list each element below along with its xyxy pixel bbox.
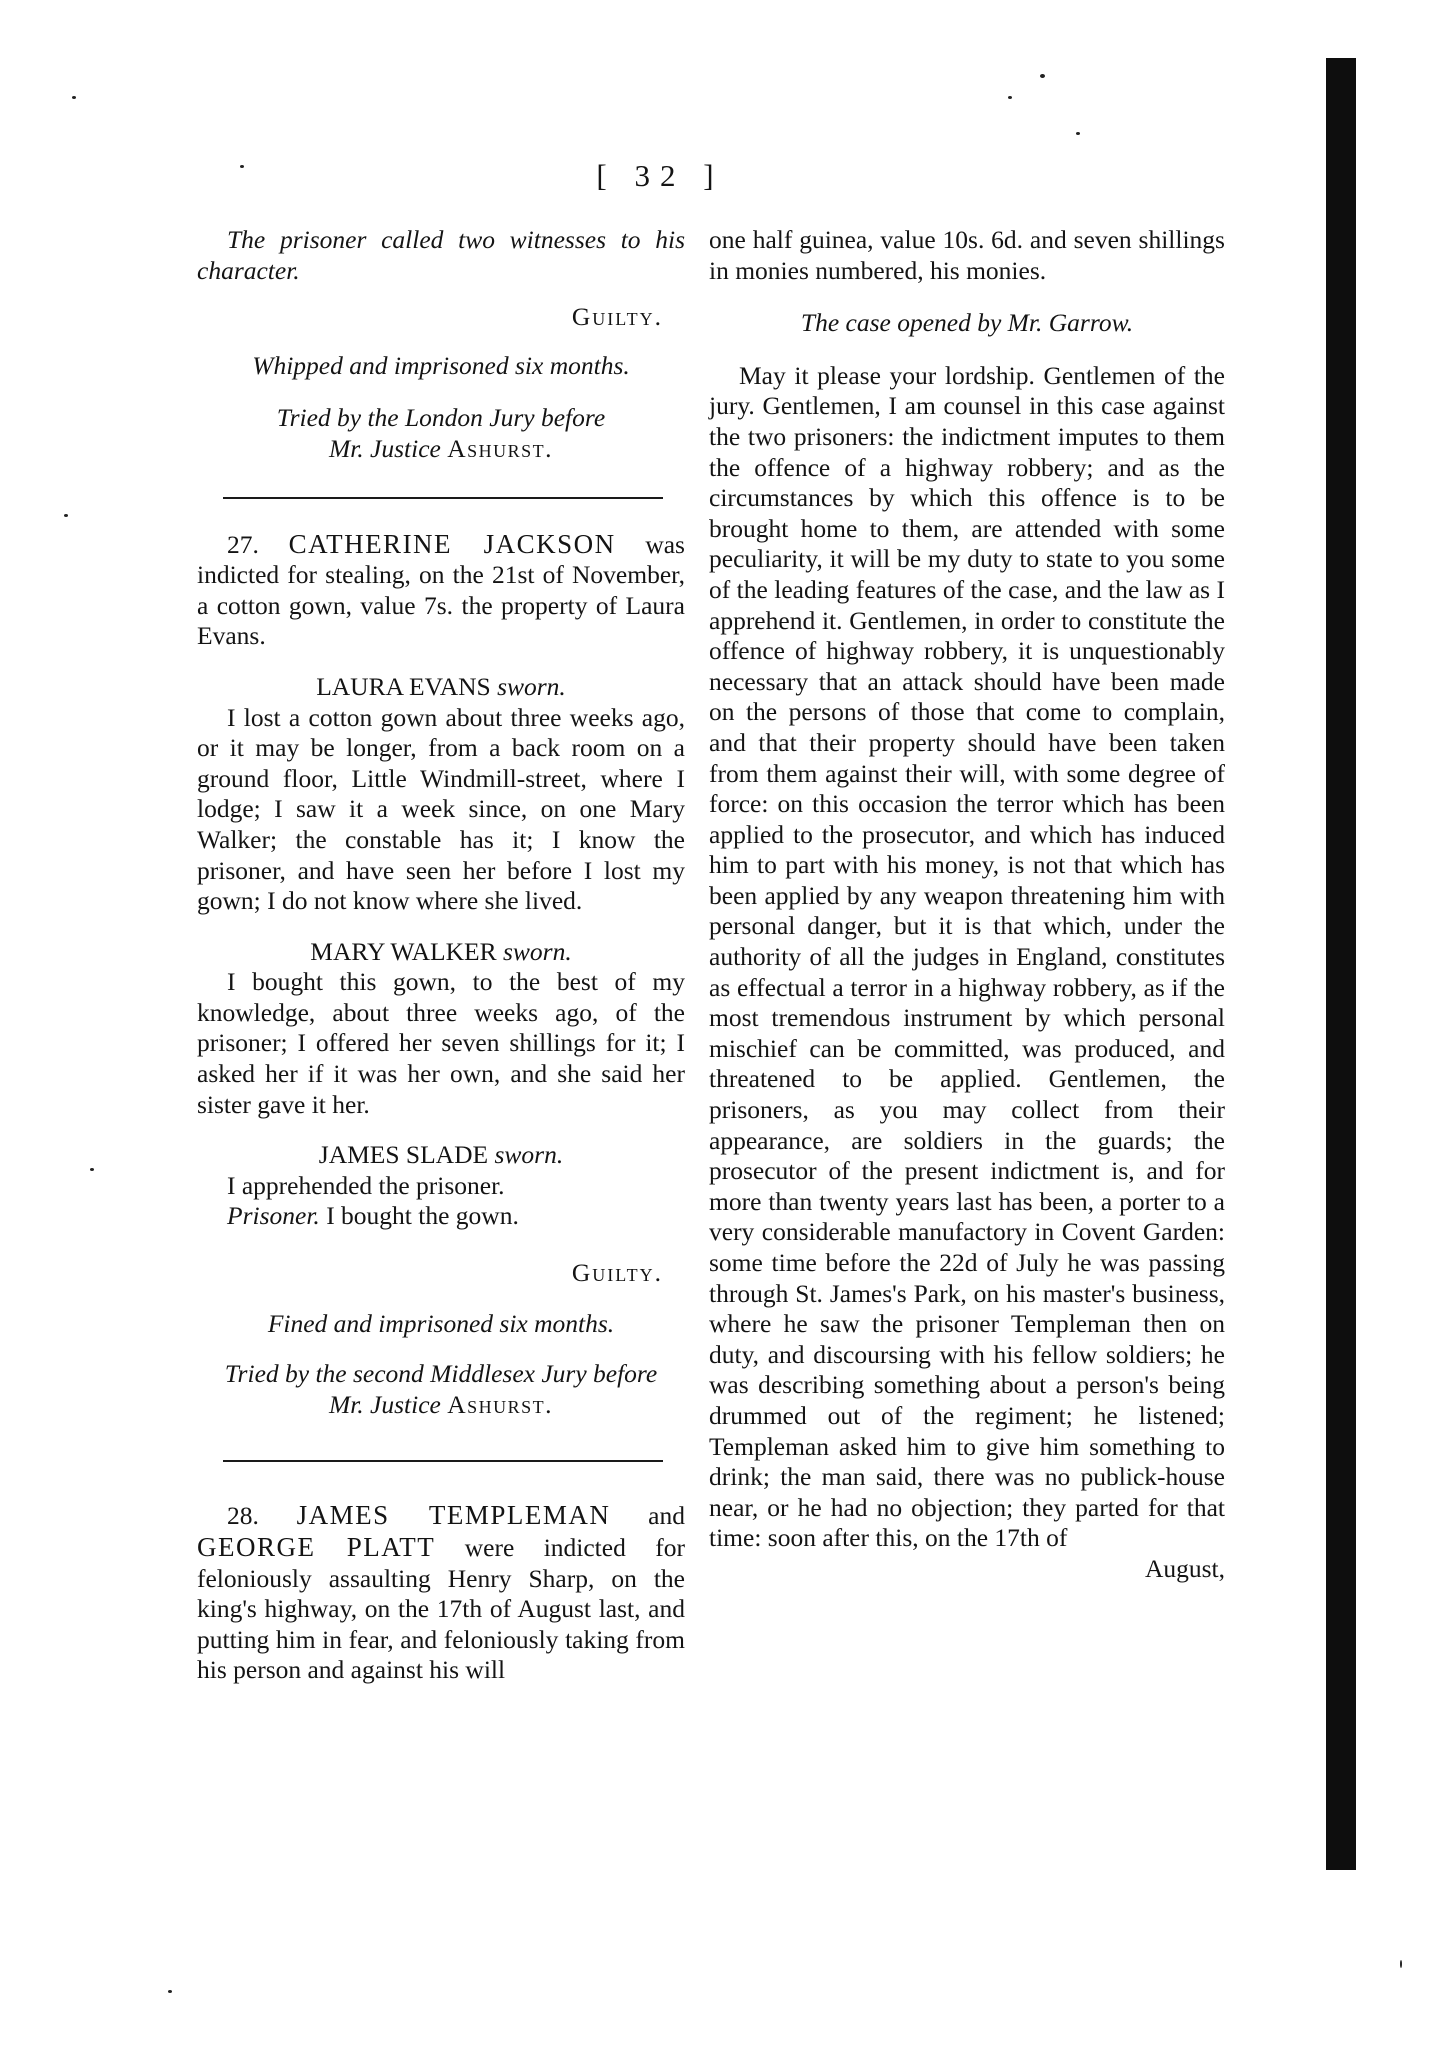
indictment-text: were indicted for feloniously assaulting Henry Sharp, on the king's highway, on the 17th of August last, and putting him in fear, and feloniously taking from his person and against his will bbox=[197, 1533, 685, 1685]
trial-note-judge-prefix: Mr. Justice bbox=[328, 433, 448, 463]
sworn-label: sworn. bbox=[494, 1140, 564, 1170]
scan-speck bbox=[90, 1168, 94, 1171]
witness-heading bbox=[197, 1140, 685, 1171]
testimony: I bought this gown, to the best of my knowledge, about three weeks ago, of the prisoner; I offered her seven shillings for it; I asked her if it was her own, and she said her sister gave it her. bbox=[197, 967, 685, 1119]
section-divider bbox=[223, 497, 663, 499]
judge-name: Ashurst. bbox=[447, 1389, 554, 1419]
scan-speck bbox=[1076, 132, 1080, 135]
trial-note-line1: Tried by the second Middlesex Jury before bbox=[224, 1359, 658, 1389]
case-28-indictment bbox=[197, 1500, 685, 1686]
witness-heading bbox=[197, 672, 685, 703]
case-number: 28. bbox=[227, 1501, 259, 1531]
witnesses-note: The prisoner called two witnesses to his character. bbox=[197, 225, 685, 285]
scan-speck bbox=[1400, 1960, 1402, 1968]
indictment-text: was indicted for stealing, on the 21st of November, a cotton gown, value 7s. the property of Laura Evans. bbox=[197, 529, 685, 651]
case-opened-heading: The case opened by Mr. Garrow. bbox=[800, 308, 1134, 338]
indictment-continuation: one half guinea, value 10s. 6d. and seven shillings in monies numbered, his monies. bbox=[709, 225, 1225, 285]
sworn-label: sworn. bbox=[497, 671, 566, 701]
verdict-guilty: Guilty. bbox=[571, 1258, 663, 1288]
prisoner-statement bbox=[197, 1201, 685, 1232]
witness-name: LAURA EVANS bbox=[316, 671, 491, 701]
page-number: [ 32 ] bbox=[596, 158, 724, 193]
scan-speck bbox=[1040, 74, 1045, 78]
trial-note bbox=[197, 403, 685, 464]
catchword: August, bbox=[1144, 1553, 1225, 1583]
trial-note-line1: Tried by the London Jury before bbox=[276, 403, 606, 433]
case-27-indictment bbox=[197, 529, 685, 652]
left-column bbox=[197, 225, 685, 1686]
scan-speck bbox=[1008, 96, 1012, 99]
conjunction: and bbox=[610, 1501, 685, 1531]
counsel-speech: May it please your lordship. Gentlemen of the jury. Gentlemen, I am counsel in this case against the two prisoners: the indictment imputes to them the offence of a highway robbery; and as the circumstances by which this offence is to be brought home to them, are attended with some peculiarity, it will be my duty to state to you some of the leading features of the case, and the law as I apprehend it. Gentlemen, in order to constitute the offence of highway robbery, it is unquestionably necessary that an attack should have been made on the persons of those that come to complain, and that their property should have been taken from them against their will, with some degree of force: on this occasion the terror which has been applied to the prosecutor, and which has induced him to part with his money, is not that which has been applied by any weapon threatening him with personal danger, but it is that which, under the authority of all the judges in England, constitutes as effectual a terror in a highway robbery, as if the most tremendous instrument by which personal mischief can be committed, was produced, and threatened to be applied. Gentlemen, the prisoners, as you may collect from their appearance, are soldiers in the guards; the prosecutor of the present indictment is, and for more than twenty years last has been, a porter to a very considerable manufactory in Covent Garden: some time before the 22d of July he was passing through St. James's Park, on his master's business, where he saw the prisoner Templeman then on duty, and discoursing with his fellow soldiers; he was describing something about a person's being drummed out of the regiment; he listened; Templeman asked him to give him something to drink; the man said, there was no publick-house near, or he had no objection; they parted for that time: soon after this, on the 17th of bbox=[709, 360, 1225, 1553]
verdict-guilty: Guilty. bbox=[571, 302, 663, 332]
sentence: Fined and imprisoned six months. bbox=[267, 1308, 615, 1338]
prisoner-text: I bought the gown. bbox=[319, 1201, 519, 1231]
scan-speck bbox=[64, 514, 68, 517]
testimony: I apprehended the prisoner. bbox=[227, 1170, 505, 1200]
judge-name: Ashurst. bbox=[447, 433, 554, 463]
trial-note-judge-prefix: Mr. Justice bbox=[328, 1389, 448, 1419]
testimony: I lost a cotton gown about three weeks ago, or it may be longer, from a back room on a ground floor, Little Windmill-street, where I lodge; I saw it a week since, on one Mary Walker; the constable has it; I know the prisoner, and have seen her before I lost my gown; I do not know where she lived. bbox=[197, 702, 685, 916]
defendant-name: CATHERINE JACKSON bbox=[288, 528, 616, 559]
witness-heading bbox=[197, 937, 685, 968]
scan-edge-shadow bbox=[1326, 58, 1356, 1870]
witness-name: JAMES SLADE bbox=[318, 1140, 489, 1170]
witness-name: MARY WALKER bbox=[310, 936, 497, 966]
scan-speck bbox=[168, 1990, 172, 1993]
case-number: 27. bbox=[227, 529, 259, 559]
prisoner-label: Prisoner. bbox=[227, 1201, 320, 1231]
section-divider bbox=[223, 1460, 663, 1462]
trial-note bbox=[197, 1359, 685, 1420]
defendant-name: GEORGE PLATT bbox=[197, 1532, 436, 1562]
sentence: Whipped and imprisoned six months. bbox=[252, 350, 630, 380]
defendant-name: JAMES TEMPLEMAN bbox=[296, 1500, 611, 1531]
scan-speck bbox=[240, 165, 244, 168]
scan-speck bbox=[72, 96, 76, 99]
sworn-label: sworn. bbox=[502, 936, 572, 966]
right-column bbox=[709, 225, 1225, 1585]
